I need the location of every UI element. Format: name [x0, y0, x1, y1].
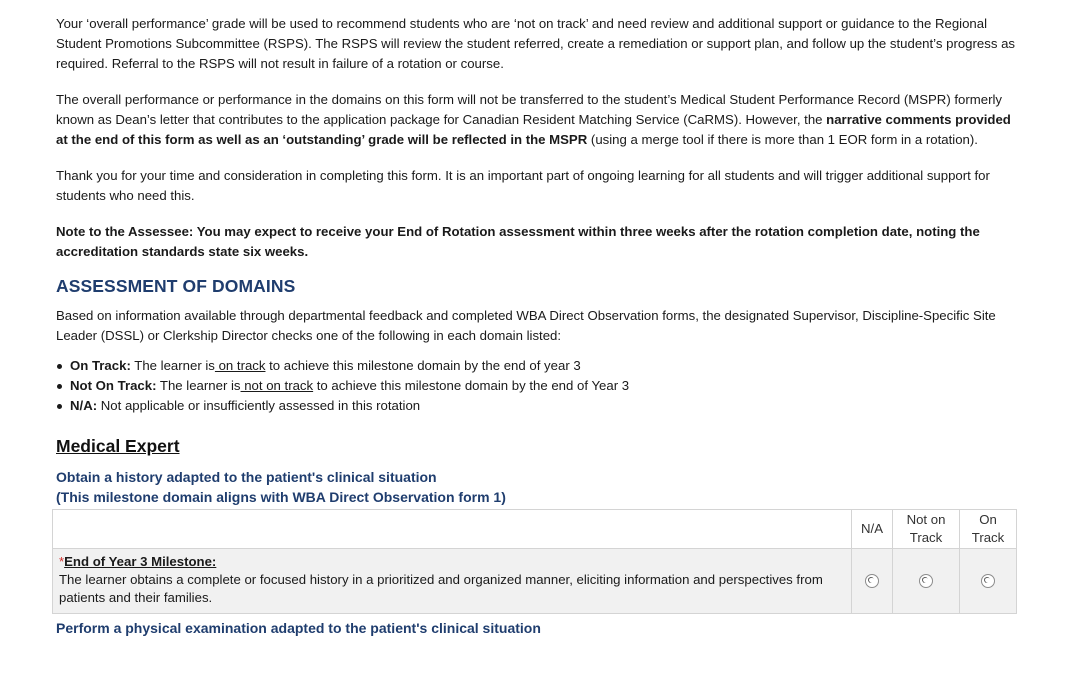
- competency-title: Medical Expert: [56, 436, 180, 456]
- header-text: Not on: [906, 512, 946, 527]
- mspr-paragraph: [56, 90, 1018, 150]
- legend-label: On Track:: [70, 358, 131, 373]
- legend-item-on-track: [56, 356, 1018, 376]
- table-row: [53, 549, 1017, 614]
- header-on-track: [960, 510, 1017, 549]
- milestone-alignment-note: (This milestone domain aligns with WBA Direct Observation form 1): [56, 489, 506, 505]
- section-intro: Based on information available through departmental feedback and completed WBA Direct Observation forms, the designated Supervisor, Discipline-Specific Site Leader (DSSL) or Clerkship Director checks one of the following in each domain listed:: [56, 308, 996, 343]
- header-blank: [53, 510, 852, 549]
- milestone-label: End of Year 3 Milestone:: [64, 554, 217, 569]
- section-title: ASSESSMENT OF DOMAINS: [56, 276, 296, 296]
- legend-label: N/A:: [70, 398, 98, 413]
- on-track-cell: [960, 549, 1017, 614]
- legend-label: Not On Track:: [70, 378, 157, 393]
- mspr-text-a: The overall performance or performance in the domains on this form will not be transferred to the student’s Medical Student Performance Record (MSPR) formerly known as Dean’s letter that contributes to the application package for Canadian Resident Matching Service (CaRMS). However, the: [56, 92, 1003, 127]
- thank-you-paragraph: Thank you for your time and consideration in completing this form. It is an important part of ongoing learning for all students and will trigger additional support for students who need this.: [56, 168, 990, 203]
- legend-text: to achieve this milestone domain by the end of Year 3: [313, 378, 630, 393]
- on-track-radio[interactable]: [981, 574, 995, 588]
- legend-text: Not applicable or insufficiently assessed in this rotation: [97, 398, 421, 413]
- legend-text: The learner is: [156, 378, 241, 393]
- not-on-track-radio[interactable]: [919, 574, 933, 588]
- legend-item-not-on-track: [56, 376, 1018, 396]
- header-na: N/A: [852, 510, 893, 549]
- table-header-row: [53, 510, 1017, 549]
- legend-emphasis: not on track: [240, 378, 314, 393]
- assessee-note: Note to the Assessee: You may expect to receive your End of Rotation assessment within three weeks after the rotation completion date, noting the accreditation standards state six weeks.: [56, 224, 980, 259]
- milestone-text: The learner obtains a complete or focused history in a prioritized and organized manner, eliciting information and perspectives from patients and their families.: [59, 572, 823, 605]
- rating-legend: [56, 356, 1018, 416]
- na-radio[interactable]: [865, 574, 879, 588]
- legend-item-na: [56, 396, 1018, 416]
- header-text: Track: [909, 530, 943, 545]
- legend-text: to achieve this milestone domain by the end of year 3: [265, 358, 581, 373]
- legend-emphasis: on track: [214, 358, 266, 373]
- required-asterisk: *: [59, 554, 65, 569]
- header-text: Track: [971, 530, 1005, 545]
- header-text: On: [979, 512, 997, 527]
- legend-text: The learner is: [130, 358, 215, 373]
- milestone-rating-table: [52, 509, 1017, 614]
- mspr-text-bold: narrative comments provided at the end of this form as well as an ‘outstanding’ grade will be reflected in the MSPR: [56, 112, 1011, 147]
- na-cell: [852, 549, 893, 614]
- mspr-text-c: (using a merge tool if there is more than 1 EOR form in a rotation).: [587, 132, 978, 147]
- assessment-form-page: [56, 14, 1018, 638]
- milestone-description: [53, 549, 852, 614]
- next-milestone-title: Perform a physical examination adapted to the patient's clinical situation: [56, 620, 541, 636]
- not-on-track-cell: [893, 549, 960, 614]
- header-not-on-track: [893, 510, 960, 549]
- milestone-title: Obtain a history adapted to the patient's clinical situation: [56, 469, 437, 485]
- overall-performance-paragraph: Your ‘overall performance’ grade will be used to recommend students who are ‘not on track’ and need review and additional support or guidance to the Regional Student Promotions Subcommittee (RSPS). The RSPS will review the student referred, create a remediation or support plan, and follow up the student’s progress as required. Referral to the RSPS will not result in failure of a rotation or course.: [56, 16, 1016, 71]
